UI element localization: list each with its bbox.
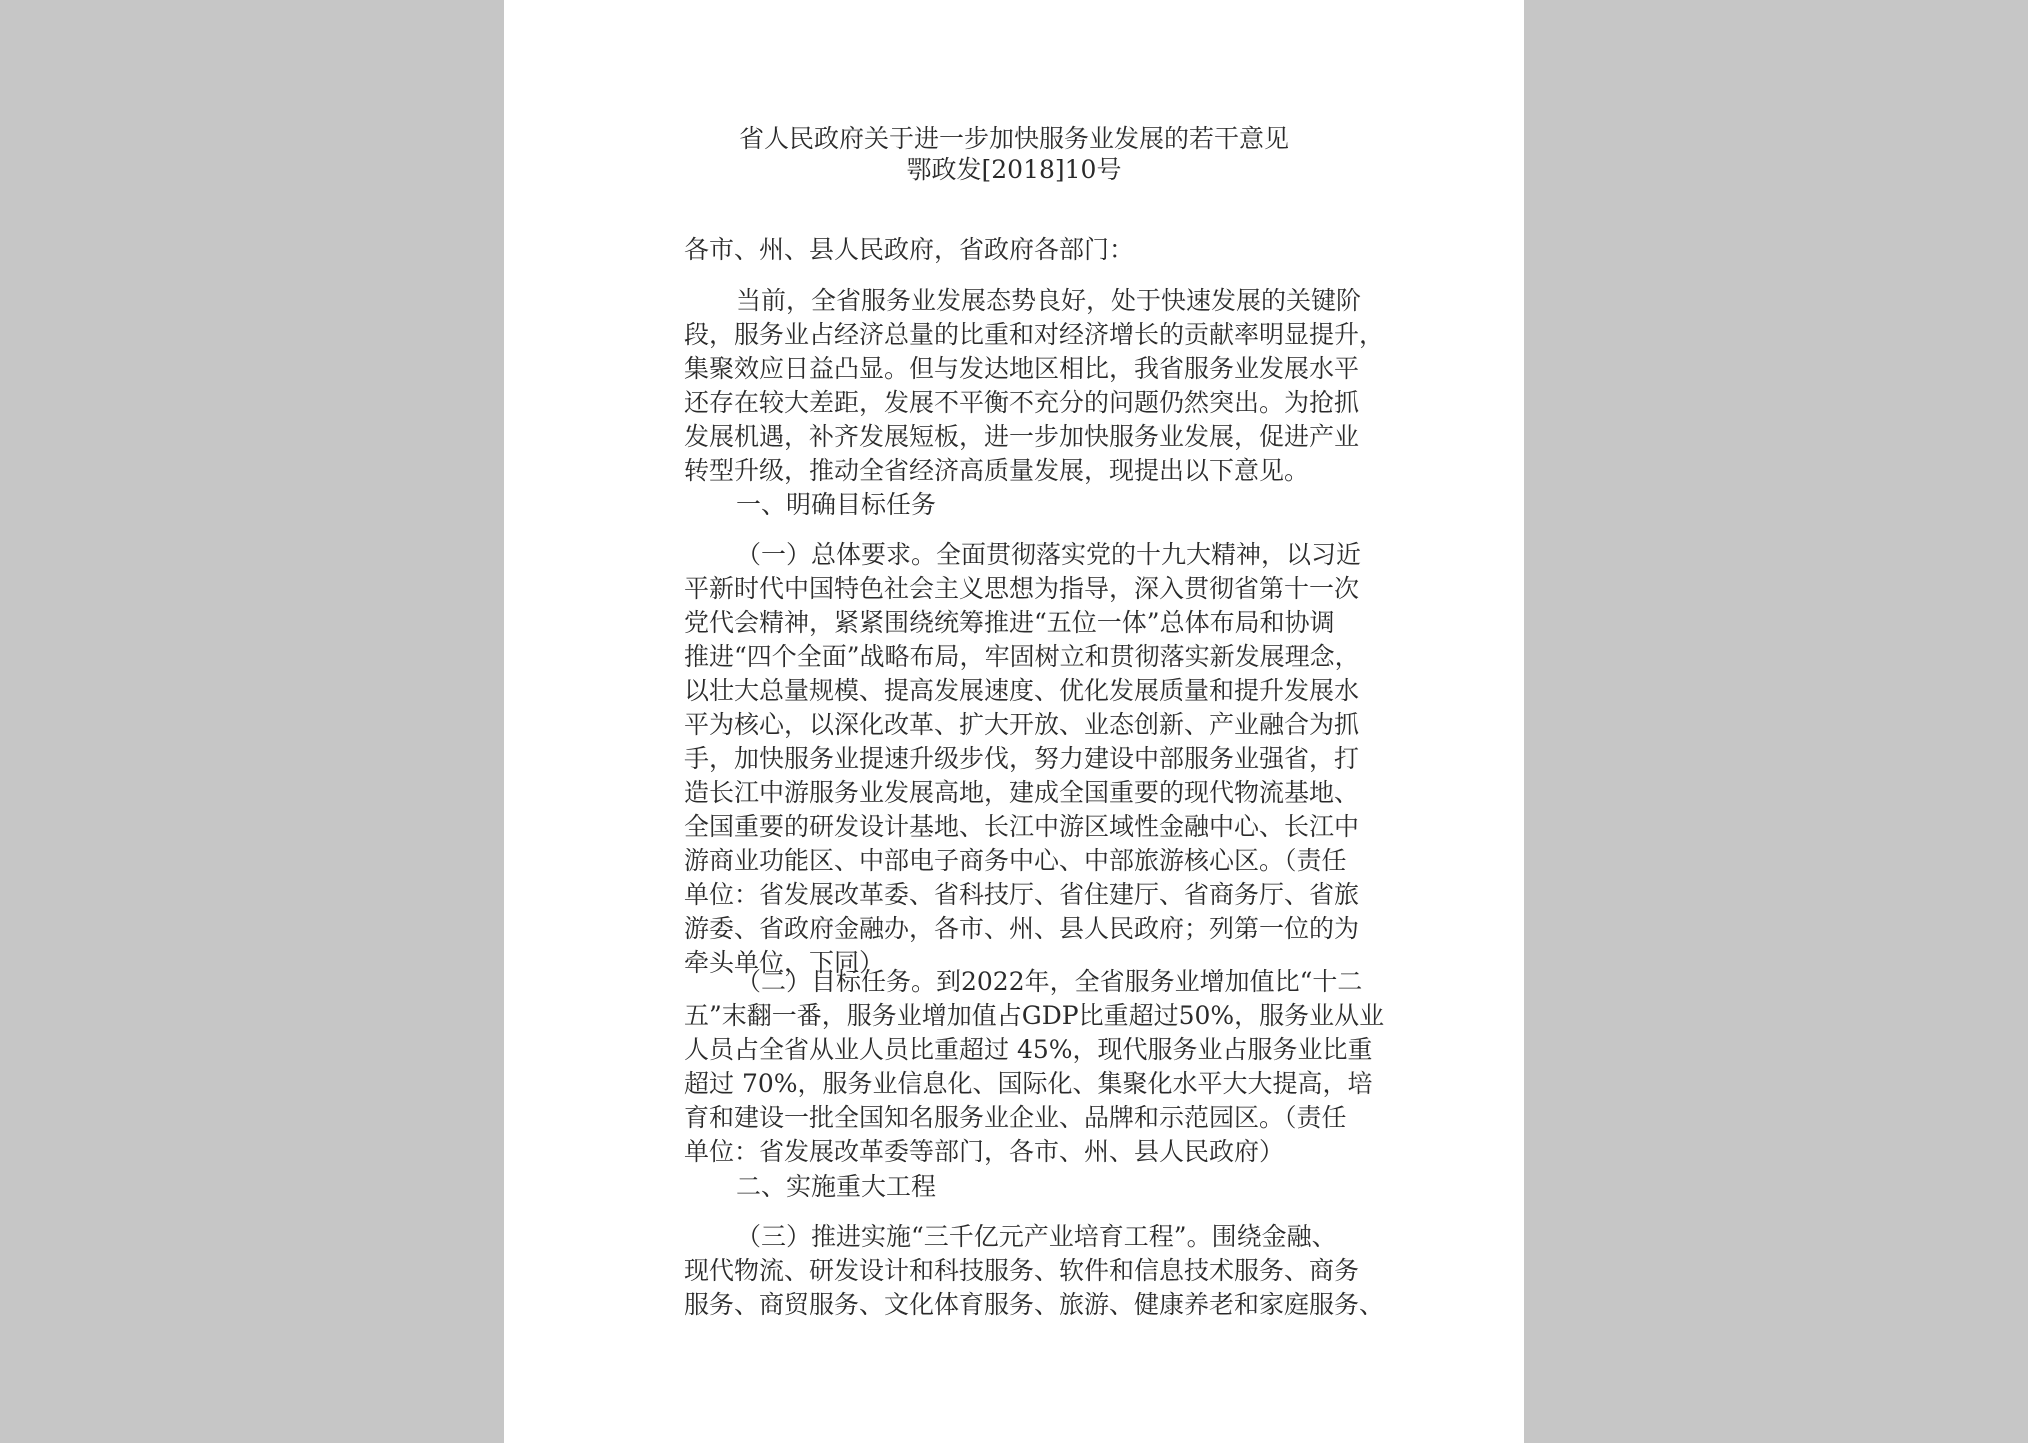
document-number: 鄂政发[2018]10号 <box>906 155 1122 184</box>
paragraph-line: 全国重要的研发设计基地、长江中游区域性金融中心、长江中 <box>684 812 1360 841</box>
paragraph-major-projects <box>684 1220 1385 1322</box>
paragraph-line: 单位：省发展改革委等部门，各市、州、县人民政府） <box>684 1137 1285 1166</box>
paragraph-line: 段，服务业占经济总量的比重和对经济增长的贡献率明显提升， <box>684 320 1385 349</box>
section-heading-1 <box>684 488 1364 522</box>
paragraph-line: 平为核心，以深化改革、扩大开放、业态创新、产业融合为抓 <box>684 710 1360 739</box>
paragraph-line: 发展机遇，补齐发展短板，进一步加快服务业发展，促进产业 <box>684 422 1360 451</box>
salutation-line: 各市、州、县人民政府，省政府各部门： <box>684 235 1135 264</box>
section-heading-2 <box>684 1170 1364 1204</box>
paragraph-line: 游商业功能区、中部电子商务中心、中部旅游核心区。（责任 <box>684 846 1347 875</box>
paragraph-line: （一）总体要求。全面贯彻落实党的十九大精神，以习近 <box>736 540 1362 569</box>
paragraph-line: 党代会精神，紧紧围绕统筹推进“五位一体”总体布局和协调 <box>684 608 1335 637</box>
paragraph-line: 人员占全省从业人员比重超过 45%，现代服务业占服务业比重 <box>684 1035 1373 1064</box>
paragraph-line: 平新时代中国特色社会主义思想为指导，深入贯彻省第十一次 <box>684 574 1360 603</box>
paragraph-line: （二）目标任务。到2022年，全省服务业增加值比“十二 <box>736 967 1363 996</box>
paragraph-targets <box>684 965 1385 1169</box>
document-title: 省人民政府关于进一步加快服务业发展的若干意见 <box>738 124 1289 153</box>
paragraph-overall-requirements <box>684 538 1364 980</box>
paragraph-line: 五”末翻一番，服务业增加值占GDP比重超过50%，服务业从业 <box>684 1001 1385 1030</box>
paragraph-line: 当前，全省服务业发展态势良好，处于快速发展的关键阶 <box>736 286 1362 315</box>
paragraph-line: 以壮大总量规模、提高发展速度、优化发展质量和提升发展水 <box>684 676 1360 705</box>
paragraph-line: 造长江中游服务业发展高地，建成全国重要的现代物流基地、 <box>684 778 1360 807</box>
paragraph-line: （三）推进实施“三千亿元产业培育工程”。围绕金融、 <box>736 1222 1337 1251</box>
paragraph-line: 集聚效应日益凸显。但与发达地区相比，我省服务业发展水平 <box>684 354 1360 383</box>
paragraph-line: 牵头单位，下同） <box>684 948 885 977</box>
paragraph-line: 手，加快服务业提速升级步伐，努力建设中部服务业强省，打 <box>684 744 1360 773</box>
paragraph-line: 游委、省政府金融办，各市、州、县人民政府；列第一位的为 <box>684 914 1360 943</box>
paragraph-line: 还存在较大差距，发展不平衡不充分的问题仍然突出。为抢抓 <box>684 388 1360 417</box>
paragraph-line: 育和建设一批全国知名服务业企业、品牌和示范园区。（责任 <box>684 1103 1347 1132</box>
document-page <box>504 0 1524 1443</box>
paragraph-line: 超过 70%，服务业信息化、国际化、集聚化水平大大提高，培 <box>684 1069 1373 1098</box>
section-heading-text: 一、明确目标任务 <box>736 490 937 519</box>
paragraph-line: 推进“四个全面”战略布局，牢固树立和贯彻落实新发展理念， <box>684 642 1360 671</box>
paragraph-line: 单位：省发展改革委、省科技厅、省住建厅、省商务厅、省旅 <box>684 880 1360 909</box>
paragraph-intro <box>684 284 1385 488</box>
paragraph-line: 转型升级，推动全省经济高质量发展，现提出以下意见。 <box>684 456 1310 485</box>
paragraph-line: 现代物流、研发设计和科技服务、软件和信息技术服务、商务 <box>684 1256 1360 1285</box>
paragraph-line: 服务、商贸服务、文化体育服务、旅游、健康养老和家庭服务、 <box>684 1290 1385 1319</box>
salutation <box>684 233 1364 267</box>
section-heading-text: 二、实施重大工程 <box>736 1172 937 1201</box>
